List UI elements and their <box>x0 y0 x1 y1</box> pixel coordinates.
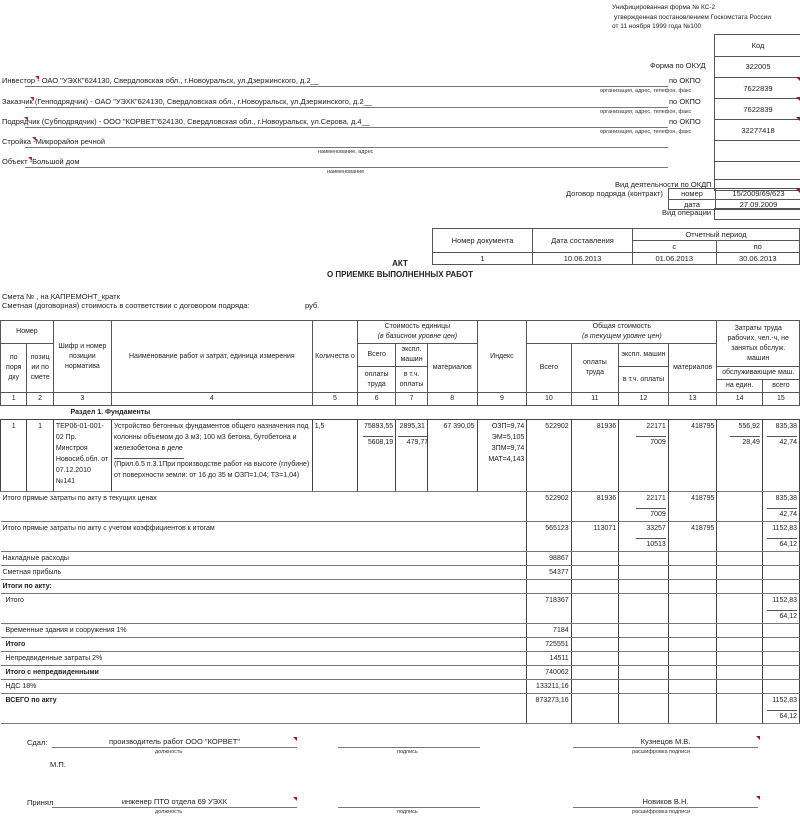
accepted-label: Принял <box>27 798 54 807</box>
totals-total <box>527 652 571 666</box>
totals-total <box>527 594 571 624</box>
totals-label: Итого прямые затраты по акту в текущих ценах <box>1 492 527 522</box>
totals-all_sub-value: 64,12 <box>767 610 797 622</box>
totals-label: Итого <box>1 594 527 624</box>
item-per-unit <box>717 420 762 492</box>
accepted-position: инженер ПТО отдела 69 УЭХК <box>121 797 228 806</box>
contractor-line: Подрядчик (Субподрядчик) - ООО "КОРВЕТ"624130, Свердловская обл., г.Новоуральск, ул.Серова, д.4__ <box>2 117 370 126</box>
handed-position-hint: должность <box>155 749 183 755</box>
totals-materials <box>668 580 717 594</box>
column-number: 15 <box>762 393 799 406</box>
totals-materials-value: 418795 <box>691 525 715 532</box>
column-number: 5 <box>312 393 357 406</box>
col-unit-materials: материалов <box>427 344 477 393</box>
okpo-label-contractor: по ОКПО <box>669 117 701 126</box>
totals-materials <box>668 566 717 580</box>
totals-total <box>527 624 571 638</box>
column-number: 8 <box>427 393 477 406</box>
totals-all_sub-value: 64,12 <box>767 538 797 550</box>
totals-total-value: 7184 <box>553 627 569 634</box>
okpo-label-investor: по ОКПО <box>669 76 701 85</box>
totals-all <box>762 580 799 594</box>
act-title-line1: АКТ <box>392 259 408 268</box>
totals-materials <box>668 492 717 522</box>
col-machines: экспл. машин <box>619 344 669 367</box>
column-number: 13 <box>668 393 717 406</box>
totals-label: Итого прямые затраты по акту с учетом коэффициентов к итогам <box>1 522 527 552</box>
machines-pay-value: 7009 <box>636 436 666 448</box>
totals-total <box>527 680 571 694</box>
act-title-line2: О ПРИЕМКЕ ВЫПОЛНЕННЫХ РАБОТ <box>326 270 474 279</box>
form-header <box>612 3 771 32</box>
unit-machines-pay-value: 479,77 <box>398 436 428 448</box>
col-unit-labor: оплаты труда <box>358 367 396 393</box>
totals-per_unit <box>717 566 762 580</box>
column-numbers-row <box>1 393 800 406</box>
totals-all <box>762 594 799 624</box>
contractor-okpo-value: 32277418 <box>715 120 800 141</box>
totals-row <box>1 552 800 566</box>
column-number: 4 <box>111 393 312 406</box>
totals-total <box>527 566 571 580</box>
per-unit-sub-value: 28,49 <box>730 436 760 448</box>
totals-total <box>527 694 571 724</box>
doc-number-header: Номер документа <box>433 229 533 253</box>
totals-row <box>1 492 800 522</box>
totals-materials-value: 418795 <box>691 495 715 502</box>
item-total: 522902 <box>527 420 571 492</box>
totals-row <box>1 594 800 624</box>
col-labor: оплаты труда <box>571 344 619 393</box>
totals-materials <box>668 522 717 552</box>
totals-total-value: 522902 <box>545 495 569 502</box>
totals-labor <box>571 522 619 552</box>
totals-per_unit <box>717 652 762 666</box>
totals-labor <box>571 552 619 566</box>
totals-label: Непредвиденные затраты 2% <box>1 652 527 666</box>
item-materials: 418795 <box>668 420 717 492</box>
item-labor: 81936 <box>571 420 619 492</box>
col-labor-cost: Затраты труда рабочих, чел.-ч, не занятых обслуж. машин <box>717 321 800 367</box>
totals-row <box>1 666 800 680</box>
totals-labor-value: 113071 <box>593 525 617 532</box>
totals-total-value: 133211,16 <box>536 683 569 690</box>
contractor-hint: организация, адрес, телефон, факс <box>600 129 692 135</box>
column-number: 2 <box>27 393 53 406</box>
totals-total-value: 725551 <box>545 641 569 648</box>
section-title <box>1 406 800 420</box>
accepted-signature-hint: подпись <box>397 809 418 815</box>
col-number: Номер <box>1 321 54 344</box>
investor-hint: организация, адрес, телефон, факс <box>600 88 692 94</box>
handed-label: Сдал: <box>27 738 48 747</box>
column-number: 7 <box>396 393 428 406</box>
item-all <box>762 420 799 492</box>
totals-all <box>762 624 799 638</box>
totals-all <box>762 638 799 652</box>
column-number: 10 <box>527 393 571 406</box>
codes-box <box>714 34 800 189</box>
item-note: (Прил.6.5 п.3.1При производстве работ на высоте (глубине) от поверхности земли: от 16 до 35 м ОЗП=1,04; ТЗ=1,04) <box>113 461 310 479</box>
totals-row <box>1 680 800 694</box>
okpo-label-customer: по ОКПО <box>669 97 701 106</box>
totals-per_unit <box>717 624 762 638</box>
totals-total <box>527 666 571 680</box>
doc-number-value: 1 <box>433 253 533 265</box>
totals-labor <box>571 624 619 638</box>
totals-materials <box>668 624 717 638</box>
column-number: 11 <box>571 393 619 406</box>
totals-all <box>762 492 799 522</box>
contract-label: Договор подряда (контракт) <box>566 189 663 198</box>
all-sub-value: 42,74 <box>767 436 797 448</box>
total-cost-label: Общая стоимость <box>592 323 652 330</box>
totals-all-value: 835,38 <box>775 495 797 502</box>
totals-row <box>1 580 800 594</box>
accepted-name: Новиков В.Н. <box>642 797 689 806</box>
item-unit-machines <box>396 420 428 492</box>
col-order: по поря дку <box>1 344 27 393</box>
totals-label: Накладные расходы <box>1 552 527 566</box>
period-to-value: 30.06.2013 <box>716 253 800 265</box>
col-index: Индекс <box>477 321 527 393</box>
col-name: Наименование работ и затрат, единица измерения <box>111 321 312 393</box>
totals-label: НДС 18% <box>1 680 527 694</box>
totals-total <box>527 522 571 552</box>
totals-all_sub-value: 64,12 <box>767 710 797 722</box>
totals-per_unit <box>717 580 762 594</box>
column-number: 9 <box>477 393 527 406</box>
totals-machines-value: 22171 <box>646 495 666 502</box>
customer-okpo-value: 7622839 <box>715 99 800 120</box>
totals-label: Итого с непредвиденными <box>1 666 527 680</box>
col-total-cost <box>527 321 717 344</box>
totals-labor <box>571 594 619 624</box>
totals-materials <box>668 666 717 680</box>
item-unit-materials: 67 390,05 <box>427 420 477 492</box>
stamp-label: М.П. <box>50 760 66 769</box>
totals-machines <box>619 580 669 594</box>
period-header: Отчетный период <box>633 229 800 241</box>
totals-labor <box>571 566 619 580</box>
customer-hint: организация, адрес, телефон, факс <box>600 109 692 115</box>
totals-all_sub-value: 42,74 <box>767 508 797 520</box>
totals-label: ВСЕГО по акту <box>1 694 527 724</box>
totals-per_unit <box>717 694 762 724</box>
operation-value <box>714 208 800 220</box>
estimate-line1: Смета № , на КАПРЕМОНТ_кратк <box>2 292 120 301</box>
index-value: ЗПМ=9,74 <box>491 445 525 452</box>
totals-row <box>1 638 800 652</box>
totals-total-value: 98867 <box>549 555 569 562</box>
handed-decode-hint: расшифровка подписи <box>632 749 691 755</box>
totals-all <box>762 566 799 580</box>
totals-total-value: 565123 <box>545 525 569 532</box>
totals-total-value: 873273,16 <box>535 697 569 704</box>
col-position: позиц ии по смете <box>27 344 53 393</box>
site-line: Стройка -Микрорайон речной <box>2 137 106 146</box>
item-code: ТЕР06-01-001-02 Пр. Минстроя Новосиб.обл. от 07.12.2010 №141 <box>53 420 111 492</box>
totals-materials <box>668 638 717 652</box>
totals-per_unit <box>717 680 762 694</box>
investor-okpo-value: 7622839 <box>715 78 800 99</box>
form-header-line2: утвержденная постановлением Госкомстата России <box>614 13 771 21</box>
unit-cost-label: Стоимость единицы <box>384 323 451 330</box>
totals-row <box>1 522 800 552</box>
handed-name: Кузнецов М.В. <box>640 737 691 746</box>
totals-per_unit <box>717 638 762 652</box>
customer-line: Заказчик (Генподрядчик) - ОАО "УЭХК"624130, Свердловская обл., г.Новоуральск, ул.Дзержинского, д.2__ <box>2 97 373 106</box>
item-machines <box>619 420 669 492</box>
totals-per_unit <box>717 552 762 566</box>
okud-label: Форма по ОКУД <box>650 61 706 70</box>
totals-all <box>762 552 799 566</box>
item-position: 1 <box>27 420 53 492</box>
totals-machines <box>619 594 669 624</box>
totals-total <box>527 552 571 566</box>
col-unit-cost <box>358 321 477 344</box>
totals-labor <box>571 680 619 694</box>
totals-all-value: 1152,83 <box>772 597 797 604</box>
totals-machines <box>619 666 669 680</box>
totals-total-value: 740062 <box>545 669 569 676</box>
totals-all <box>762 522 799 552</box>
totals-row <box>1 566 800 580</box>
okdp-label: Вид деятельности по ОКДП <box>615 180 712 189</box>
totals-per_unit <box>717 594 762 624</box>
site-hint: наименование, адрес <box>318 149 374 155</box>
totals-total-value: 718367 <box>545 597 569 604</box>
totals-machines <box>619 552 669 566</box>
machines-value: 22171 <box>646 423 666 430</box>
totals-label: Итоги по акту: <box>1 580 527 594</box>
object-line: Объект -Большой дом <box>2 157 80 166</box>
col-unit-machines: экспл. машин <box>396 344 428 367</box>
totals-labor <box>571 492 619 522</box>
unit-total-value: 75893,55 <box>363 423 394 430</box>
totals-total <box>527 580 571 594</box>
item-unit-total <box>358 420 396 492</box>
form-header-line1: Унифицированная форма № КС-2 <box>612 4 716 11</box>
index-value: МАТ=4,143 <box>488 456 525 463</box>
totals-materials <box>668 652 717 666</box>
col-all: всего <box>762 380 799 393</box>
contract-date-label: дата <box>669 200 716 209</box>
totals-all <box>762 694 799 724</box>
col-materials: материалов <box>668 344 717 393</box>
handed-position: производитель работ ООО "КОРВЕТ" <box>109 737 240 746</box>
totals-label: Итого <box>1 638 527 652</box>
col-code: Шифр и номер позиции норматива <box>53 321 111 393</box>
form-header-line3: от 11 ноября 1999 года №100 <box>612 23 702 30</box>
period-from-header: с <box>633 241 717 253</box>
totals-machines-value: 33257 <box>646 525 666 532</box>
col-unit-incl: в т.ч. оплаты <box>396 367 428 393</box>
col-unit-total: Всего <box>358 344 396 367</box>
totals-total-value: 54377 <box>549 569 569 576</box>
contract-date-value: 27.09.2009 <box>739 200 778 209</box>
totals-machines <box>619 680 669 694</box>
codes-title: Код <box>715 35 800 57</box>
totals-total-value: 14511 <box>549 655 569 662</box>
item-order: 1 <box>1 420 27 492</box>
doc-date-header: Дата составления <box>533 229 633 253</box>
doc-date-value: 10.06.2013 <box>533 253 633 265</box>
totals-machines <box>619 694 669 724</box>
totals-machines <box>619 566 669 580</box>
totals <box>1 492 800 724</box>
totals-machines <box>619 492 669 522</box>
item-index <box>477 420 527 492</box>
works-table <box>0 320 800 724</box>
column-number: 14 <box>717 393 762 406</box>
estimate-line2: Сметная (договорная) стоимость в соответствии с договором подряда: <box>2 301 250 310</box>
act-title <box>300 258 500 280</box>
totals-labor <box>571 652 619 666</box>
totals-all <box>762 680 799 694</box>
unit-cost-sub: (в базисном уровне цен) <box>377 333 458 340</box>
totals-all-value: 1152,83 <box>772 525 797 532</box>
totals-per_unit <box>717 666 762 680</box>
totals-materials <box>668 694 717 724</box>
totals-labor-value: 81936 <box>596 495 617 502</box>
totals-materials <box>668 552 717 566</box>
period-to-header: по <box>716 241 800 253</box>
totals-machines <box>619 522 669 552</box>
col-total: Всего <box>527 344 571 393</box>
site-code <box>715 141 800 162</box>
column-number: 3 <box>53 393 111 406</box>
totals-labor <box>571 638 619 652</box>
totals-machines <box>619 638 669 652</box>
col-service-machines: обслуживающие маш. <box>717 367 800 380</box>
totals-machines <box>619 624 669 638</box>
column-number: 12 <box>619 393 669 406</box>
totals-materials <box>668 680 717 694</box>
handed-signature-hint: подпись <box>397 749 418 755</box>
totals-all <box>762 666 799 680</box>
totals-per_unit <box>717 522 762 552</box>
column-number: 6 <box>358 393 396 406</box>
totals-all-value: 1152,83 <box>772 697 797 704</box>
item-qty: 1,5 <box>312 420 357 492</box>
totals-machines_pay-value: 7009 <box>636 508 666 520</box>
column-number: 1 <box>1 393 27 406</box>
col-incl: в т.ч. оплаты <box>619 367 669 393</box>
totals-label: Временные здания и сооружения 1% <box>1 624 527 638</box>
object-hint: наименование <box>327 169 365 175</box>
totals-labor <box>571 694 619 724</box>
totals-all <box>762 652 799 666</box>
totals-row <box>1 694 800 724</box>
accepted-decode-hint: расшифровка подписи <box>632 809 691 815</box>
index-value: ОЗП=9,74 <box>491 423 525 430</box>
item-name-text: Устройство бетонных фундаментов общего назначения под колонны объемом до 3 м3; 100 м3 бетона, бутобетона и железобетона в деле <box>113 423 309 452</box>
totals-machines_pay-value: 10513 <box>636 538 666 550</box>
total-cost-sub: (в текущем уровне цен) <box>582 333 662 340</box>
estimate-currency: руб. <box>305 301 320 310</box>
per-unit-value: 556,92 <box>738 423 760 430</box>
investor-line: Инвестор - ОАО "УЭХК"624130, Свердловская обл., г.Новоуральск, ул.Дзержинского, д.2__ <box>2 76 319 85</box>
operation-label: Вид операции <box>662 208 712 217</box>
table-row <box>1 420 800 492</box>
totals-machines <box>619 652 669 666</box>
totals-row <box>1 624 800 638</box>
col-per-unit: на един. <box>717 380 762 393</box>
totals-total <box>527 638 571 652</box>
contract-number-value: 15/2009/69/623 <box>732 189 785 198</box>
unit-machines-value: 2895,31 <box>399 423 425 430</box>
contract-number-label: номер <box>669 189 716 199</box>
totals-materials <box>668 594 717 624</box>
totals-label: Сметная прибыль <box>1 566 527 580</box>
totals-labor <box>571 580 619 594</box>
accepted-position-hint: должность <box>155 809 183 815</box>
period-from-value: 01.06.2013 <box>633 253 717 265</box>
all-value: 835,38 <box>775 423 797 430</box>
section-label: Раздел 1. Фундаменты <box>70 409 151 416</box>
totals-total <box>527 492 571 522</box>
totals-per_unit <box>717 492 762 522</box>
col-qty: Количеств о <box>312 321 357 393</box>
index-value: ЭМ=5,105 <box>491 434 525 441</box>
unit-labor-value: 5608,19 <box>363 436 393 448</box>
item-name <box>111 420 312 492</box>
totals-labor <box>571 666 619 680</box>
okud-value: 322005 <box>715 57 800 78</box>
totals-row <box>1 652 800 666</box>
